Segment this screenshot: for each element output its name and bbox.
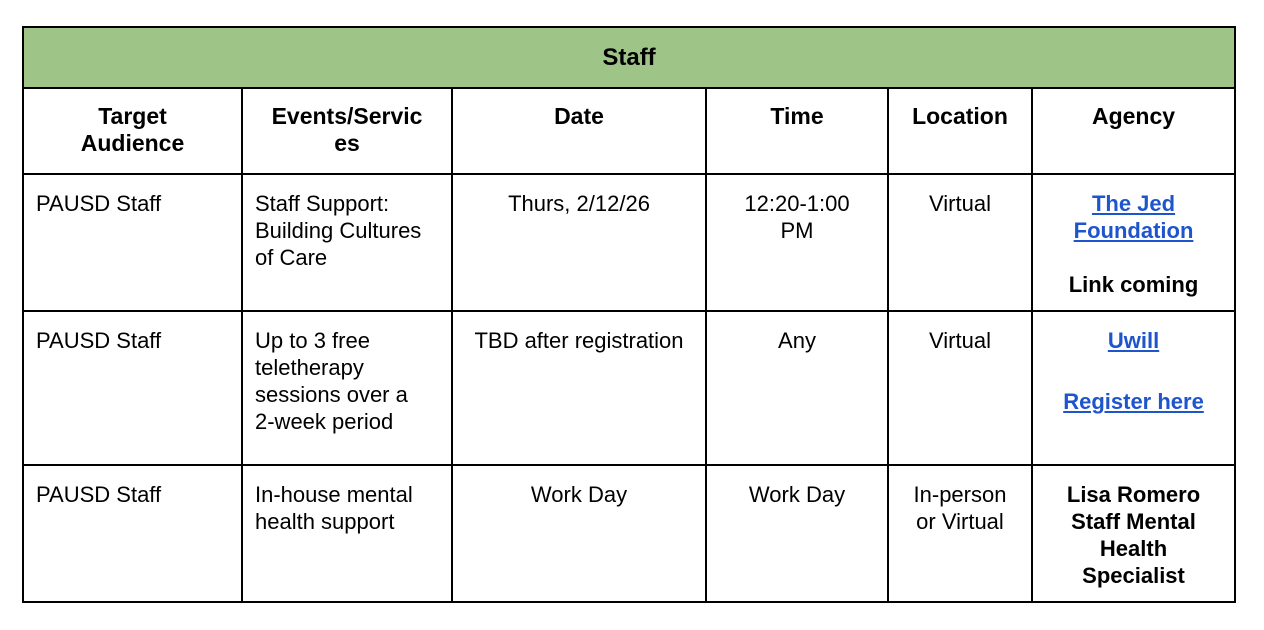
column-header-date: Date [452,88,706,174]
link-coming-note: Link coming [1068,272,1199,297]
column-header-time: Time [706,88,888,174]
cell-date: TBD after registration [452,311,706,465]
jed-foundation-link[interactable]: The Jed Foundation [1073,191,1194,243]
column-header-location: Location [888,88,1032,174]
cell-location: Virtual [888,311,1032,465]
cell-event: In-house mental health support [242,465,452,602]
column-header-agency: Agency [1032,88,1235,174]
cell-target-audience: PAUSD Staff [23,174,242,311]
table-title-row [23,27,1235,88]
cell-agency [1032,174,1235,311]
table-row [23,174,1235,311]
table-row [23,311,1235,465]
cell-target-audience: PAUSD Staff [23,465,242,602]
column-header-events-services: Events/Servic es [242,88,452,174]
cell-location: In-person or Virtual [888,465,1032,602]
cell-date: Work Day [452,465,706,602]
cell-time: 12:20-1:00 PM [706,174,888,311]
cell-date: Thurs, 2/12/26 [452,174,706,311]
cell-event: Up to 3 free teletherapy sessions over a 2-week period [242,311,452,465]
cell-target-audience: PAUSD Staff [23,311,242,465]
staff-table-container [22,26,1236,603]
staff-events-table [22,26,1236,603]
cell-event: Staff Support: Building Cultures of Care [242,174,452,311]
uwill-link[interactable]: Uwill [1107,328,1160,353]
cell-time: Work Day [706,465,888,602]
cell-location: Virtual [888,174,1032,311]
register-here-link[interactable]: Register here [1063,389,1204,414]
cell-agency [1032,311,1235,465]
column-header-target-audience: Target Audience [23,88,242,174]
cell-time: Any [706,311,888,465]
table-title: Staff [23,27,1235,88]
cell-agency-contact: Lisa Romero Staff Mental Health Specialist [1032,465,1235,602]
column-header-row [23,88,1235,174]
table-row [23,465,1235,602]
